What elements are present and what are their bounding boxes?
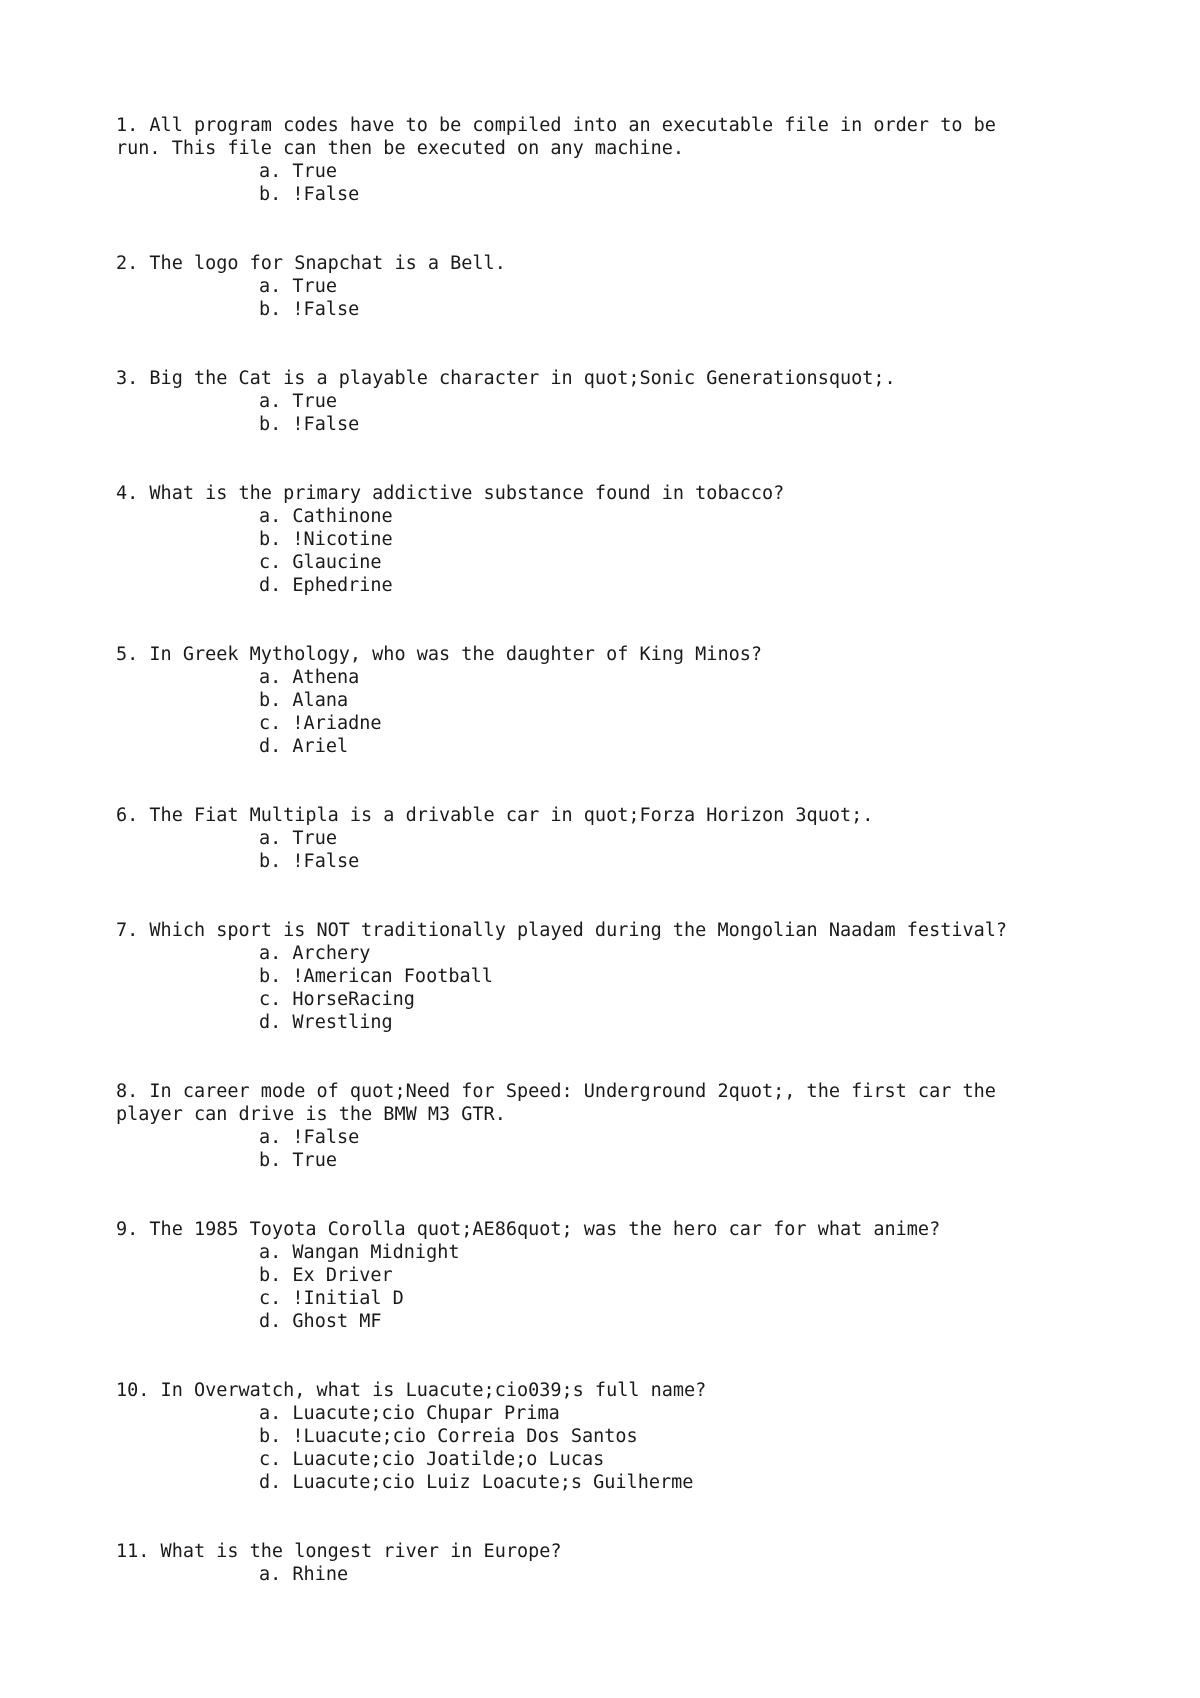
question-block [116, 1379, 1116, 1494]
answer-options [116, 505, 1116, 597]
question-text: 2. The logo for Snapchat is a Bell. [116, 253, 506, 274]
answer-options [116, 1563, 1116, 1586]
answer-options [116, 827, 1116, 873]
question-block [116, 252, 1116, 321]
answer-option: b. !False [259, 184, 360, 205]
answer-option: d. Luacute;cio Luiz Loacute;s Guilherme [259, 1472, 694, 1493]
question-text: 5. In Greek Mythology, who was the daughter of King Minos? [116, 644, 763, 665]
answer-option: a. True [259, 391, 337, 412]
answer-option: b. True [259, 1150, 337, 1171]
answer-option: b. Ex Driver [259, 1265, 393, 1286]
answer-option: d. Ephedrine [259, 575, 393, 596]
answer-option: c. Glaucine [259, 552, 382, 573]
question-text: 11. What is the longest river in Europe? [116, 1541, 562, 1562]
question-text: 9. The 1985 Toyota Corolla quot;AE86quot; was the hero car for what anime? [116, 1219, 941, 1240]
answer-option: a. True [259, 828, 337, 849]
answer-options [116, 390, 1116, 436]
answer-option: a. Rhine [259, 1564, 349, 1585]
question-block [116, 1218, 1116, 1333]
answer-option: b. !False [259, 414, 360, 435]
question-block [116, 643, 1116, 758]
answer-option: b. !False [259, 851, 360, 872]
question-text: 4. What is the primary addictive substance found in tobacco? [116, 483, 785, 504]
answer-option: d. Wrestling [259, 1012, 393, 1033]
answer-options [116, 1126, 1116, 1172]
answer-options [116, 275, 1116, 321]
answer-option: b. !American Football [259, 966, 493, 987]
question-list [116, 114, 1116, 1632]
question-block [116, 114, 1116, 206]
answer-option: d. Ariel [259, 736, 349, 757]
answer-option: c. Luacute;cio Joatilde;o Lucas [259, 1449, 605, 1470]
answer-options [116, 942, 1116, 1034]
answer-option: a. !False [259, 1127, 360, 1148]
question-block [116, 482, 1116, 597]
question-block [116, 804, 1116, 873]
question-text: 10. In Overwatch, what is Luacute;cio039;s full name? [116, 1380, 707, 1401]
answer-option: c. !Ariadne [259, 713, 382, 734]
answer-option: a. Archery [259, 943, 371, 964]
question-text: 3. Big the Cat is a playable character in quot;Sonic Generationsquot;. [116, 368, 896, 389]
answer-option: a. True [259, 276, 337, 297]
question-text: 8. In career mode of quot;Need for Speed: Underground 2quot;, the first car the player can drive is the BMW M3 GTR. [116, 1081, 996, 1125]
question-text: 7. Which sport is NOT traditionally played during the Mongolian Naadam festival? [116, 920, 1008, 941]
answer-option: b. !Nicotine [259, 529, 393, 550]
question-text: 6. The Fiat Multipla is a drivable car in quot;Forza Horizon 3quot;. [116, 805, 874, 826]
answer-options [116, 1402, 1116, 1494]
answer-option: a. Wangan Midnight [259, 1242, 460, 1263]
answer-option: b. Alana [259, 690, 349, 711]
answer-option: a. Cathinone [259, 506, 393, 527]
answer-options [116, 1241, 1116, 1333]
question-block [116, 367, 1116, 436]
question-block [116, 1080, 1116, 1172]
question-text: 1. All program codes have to be compiled into an executable file in order to be run. This file can then be executed on any machine. [116, 115, 996, 159]
answer-option: a. Athena [259, 667, 360, 688]
answer-option: c. !Initial D [259, 1288, 404, 1309]
question-block [116, 1540, 1116, 1586]
answer-option: a. Luacute;cio Chupar Prima [259, 1403, 560, 1424]
answer-options [116, 666, 1116, 758]
answer-options [116, 160, 1116, 206]
answer-option: b. !Luacute;cio Correia Dos Santos [259, 1426, 638, 1447]
answer-option: b. !False [259, 299, 360, 320]
answer-option: d. Ghost MF [259, 1311, 382, 1332]
answer-option: c. HorseRacing [259, 989, 415, 1010]
answer-option: a. True [259, 161, 337, 182]
question-block [116, 919, 1116, 1034]
